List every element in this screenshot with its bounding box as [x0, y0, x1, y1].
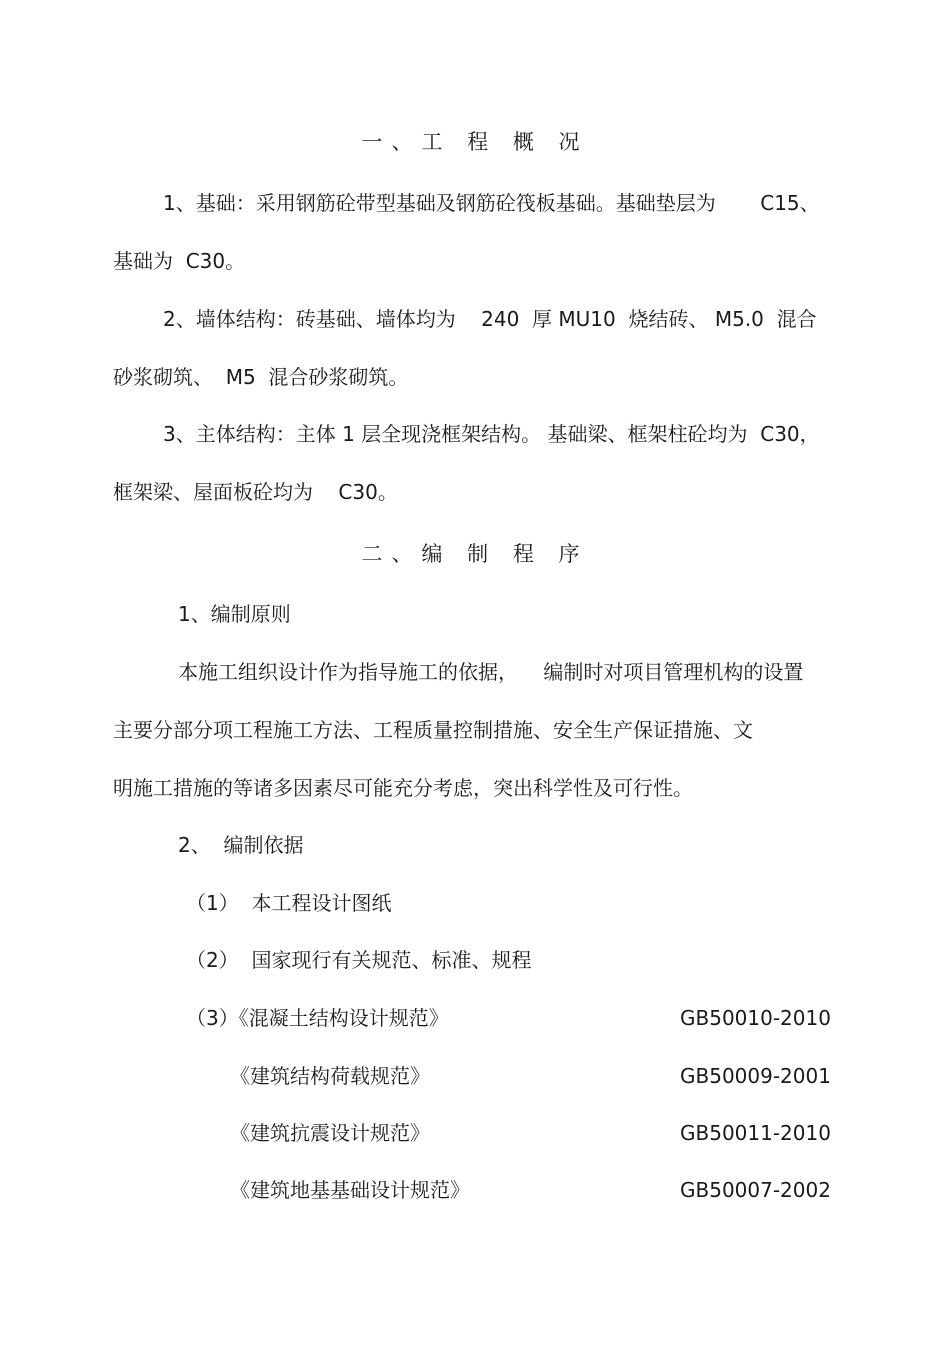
- subsection-principles-title: 1、编制原则: [178, 602, 291, 626]
- principles-body-line3: 明施工措施的等诸多因素尽可能充分考虑，突出科学性及可行性。: [113, 776, 693, 800]
- standard-code: GB50010-2010: [680, 1006, 831, 1030]
- paragraph-main-structure-line2: 框架梁、屋面板砼均为 C30。: [113, 480, 398, 504]
- paragraph-foundation-line1: 1、基础：采用钢筋砼带型基础及钢筋砼筏板基础。基础垫层为 C15、: [163, 191, 820, 215]
- section-heading-overview-text: 一、工 程 概 况: [361, 130, 589, 154]
- standard-code: GB50011-2010: [680, 1121, 831, 1145]
- paragraph-wall-line1: 2、墙体结构：砖基础、墙体均为 240 厚 MU10 烧结砖、 M5.0 混合: [163, 307, 817, 331]
- standard-name: 《建筑地基基础设计规范》: [230, 1178, 470, 1202]
- basis-item-1: （1） 本工程设计图纸: [186, 891, 392, 915]
- standard-code: GB50009-2001: [680, 1064, 831, 1088]
- subsection-basis-title: 2、 编制依据: [178, 833, 304, 857]
- section-heading-procedure: [0, 540, 950, 568]
- standard-name: （3）《混凝土结构设计规范》: [186, 1006, 449, 1030]
- basis-item-2: （2） 国家现行有关规范、标准、规程: [186, 948, 532, 972]
- paragraph-main-structure-line1: 3、主体结构：主体 1 层全现浇框架结构。 基础梁、框架柱砼均为 C30，: [163, 422, 820, 446]
- standard-name: 《建筑抗震设计规范》: [230, 1121, 430, 1145]
- section-heading-procedure-text: 二、编 制 程 序: [361, 542, 589, 566]
- standard-name: 《建筑结构荷载规范》: [230, 1064, 430, 1088]
- section-heading-overview: [0, 128, 950, 156]
- principles-body-line1: 本施工组织设计作为指导施工的依据， 编制时对项目管理机构的设置: [178, 660, 804, 684]
- paragraph-wall-line2: 砂浆砌筑、 M5 混合砂浆砌筑。: [113, 365, 409, 389]
- standard-code: GB50007-2002: [680, 1178, 831, 1202]
- paragraph-foundation-line2: 基础为 C30。: [113, 249, 246, 273]
- principles-body-line2: 主要分部分项工程施工方法、工程质量控制措施、安全生产保证措施、文: [113, 718, 753, 742]
